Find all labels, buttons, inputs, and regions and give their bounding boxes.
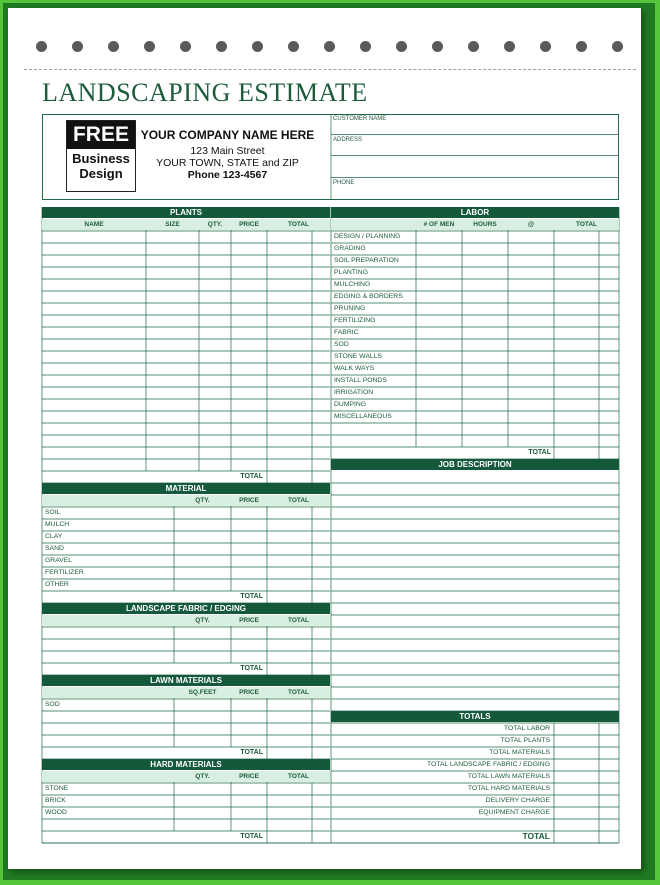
material-total-label: TOTAL: [240, 593, 263, 600]
hard-col-total: TOTAL: [267, 771, 330, 782]
plants-header: PLANTS: [42, 207, 330, 218]
labor-item-label: SOIL PREPARATION: [334, 257, 399, 264]
hard-item-label: STONE: [45, 785, 69, 792]
totals-header: TOTALS: [331, 711, 619, 722]
totals-item-label: TOTAL LAWN MATERIALS: [467, 773, 550, 780]
lawn-col-price: PRICE: [231, 687, 267, 698]
plants-col-name: NAME: [42, 219, 146, 230]
hard-item-label: WOOD: [45, 809, 67, 816]
company-city: YOUR TOWN, STATE and ZIP: [156, 157, 299, 169]
fabric-col-price: PRICE: [231, 615, 267, 626]
totals-item-label: TOTAL LANDSCAPE FABRIC / EDGING: [426, 761, 550, 768]
hard-col-qty: QTY.: [174, 771, 231, 782]
material-col-item: [42, 495, 174, 506]
labor-col-item: [331, 219, 416, 230]
labor-item-label: IRRIGATION: [334, 389, 374, 396]
material-item-label: GRAVEL: [45, 557, 73, 564]
totals-item-label: TOTAL MATERIALS: [489, 749, 550, 756]
plants-col-price: PRICE: [231, 219, 267, 230]
labor-item-label: DUMPING: [334, 401, 367, 408]
material-col-price: PRICE: [231, 495, 267, 506]
logo-business-text: Business: [72, 151, 130, 166]
lawn-col-total: TOTAL: [267, 687, 330, 698]
totals-item-label: EQUIPMENT CHARGE: [478, 809, 550, 816]
material-col-total: TOTAL: [267, 495, 330, 506]
fabric-col-qty: QTY.: [174, 615, 231, 626]
job-description-field[interactable]: [331, 471, 619, 710]
customer-name-label: CUSTOMER NAME: [333, 116, 387, 122]
labor-item-label: DESIGN / PLANNING: [334, 233, 401, 240]
job-description-header: JOB DESCRIPTION: [331, 459, 619, 470]
page-title: LANDSCAPING ESTIMATE: [42, 78, 368, 107]
company-street: 123 Main Street: [190, 145, 265, 157]
totals-item-label: DELIVERY CHARGE: [485, 797, 550, 804]
material-item-label: FERTILIZER: [45, 569, 84, 576]
phone-label: PHONE: [333, 180, 355, 186]
labor-item-label: GRADING: [334, 245, 366, 252]
material-header: MATERIAL: [42, 483, 330, 494]
labor-item-label: STONE WALLS: [334, 353, 382, 360]
lawn-col-sqfeet: SQ.FEET: [174, 687, 231, 698]
material-col-qty: QTY.: [174, 495, 231, 506]
logo-design-text: Design: [79, 166, 123, 181]
lawn-total-label: TOTAL: [240, 749, 263, 756]
material-item-label: OTHER: [45, 581, 69, 588]
grand-total-label: TOTAL: [522, 831, 550, 841]
material-item-label: SAND: [45, 545, 64, 552]
hard-item-label: BRICK: [45, 797, 66, 804]
labor-item-label: PLANTING: [334, 269, 368, 276]
hard-header: HARD MATERIALS: [42, 759, 330, 770]
labor-col-hours: HOURS: [462, 219, 508, 230]
lawn-header: LAWN MATERIALS: [42, 675, 330, 686]
labor-col-men: # OF MEN: [416, 219, 462, 230]
logo-free-text: FREE: [67, 121, 135, 149]
hard-col-price: PRICE: [231, 771, 267, 782]
labor-total-label: TOTAL: [528, 449, 551, 456]
company-name: YOUR COMPANY NAME HERE: [140, 128, 315, 142]
plants-col-total: TOTAL: [267, 219, 330, 230]
labor-header: LABOR: [331, 207, 619, 218]
labor-col-total: TOTAL: [554, 219, 619, 230]
fabric-header: LANDSCAPE FABRIC / EDGING: [42, 603, 330, 614]
labor-item-label: PRUNING: [334, 305, 366, 312]
labor-item-label: FERTILIZING: [334, 317, 376, 324]
labor-col-rate: @: [508, 219, 554, 230]
totals-item-label: TOTAL LABOR: [504, 725, 550, 732]
plants-total-label: TOTAL: [240, 473, 263, 480]
plants-col-size: SIZE: [146, 219, 199, 230]
totals-item-label: TOTAL PLANTS: [500, 737, 550, 744]
labor-item-label: SOD: [334, 341, 349, 348]
material-item-label: MULCH: [45, 521, 70, 528]
lawn-col-item: [42, 687, 174, 698]
labor-item-label: MISCELLANEOUS: [334, 413, 392, 420]
company-phone: Phone 123-4567: [187, 169, 268, 181]
fabric-col-total: TOTAL: [267, 615, 330, 626]
address-label: ADDRESS: [333, 137, 363, 143]
labor-item-label: WALK WAYS: [334, 365, 375, 372]
totals-item-label: TOTAL HARD MATERIALS: [467, 785, 550, 792]
material-item-label: SOIL: [45, 509, 61, 516]
labor-item-label: INSTALL PONDS: [334, 377, 387, 384]
labor-item-label: MULCHING: [334, 281, 371, 288]
labor-item-label: FABRIC: [334, 329, 359, 336]
plants-col-qty: QTY.: [199, 219, 231, 230]
material-item-label: CLAY: [45, 533, 63, 540]
lawn-item-label: SOD: [45, 701, 60, 708]
labor-item-label: EDGING & BORDERS: [334, 293, 403, 300]
fabric-total-label: TOTAL: [240, 665, 263, 672]
hard-col-item: [42, 771, 174, 782]
hard-total-label: TOTAL: [240, 833, 263, 840]
fabric-col-item: [42, 615, 174, 626]
